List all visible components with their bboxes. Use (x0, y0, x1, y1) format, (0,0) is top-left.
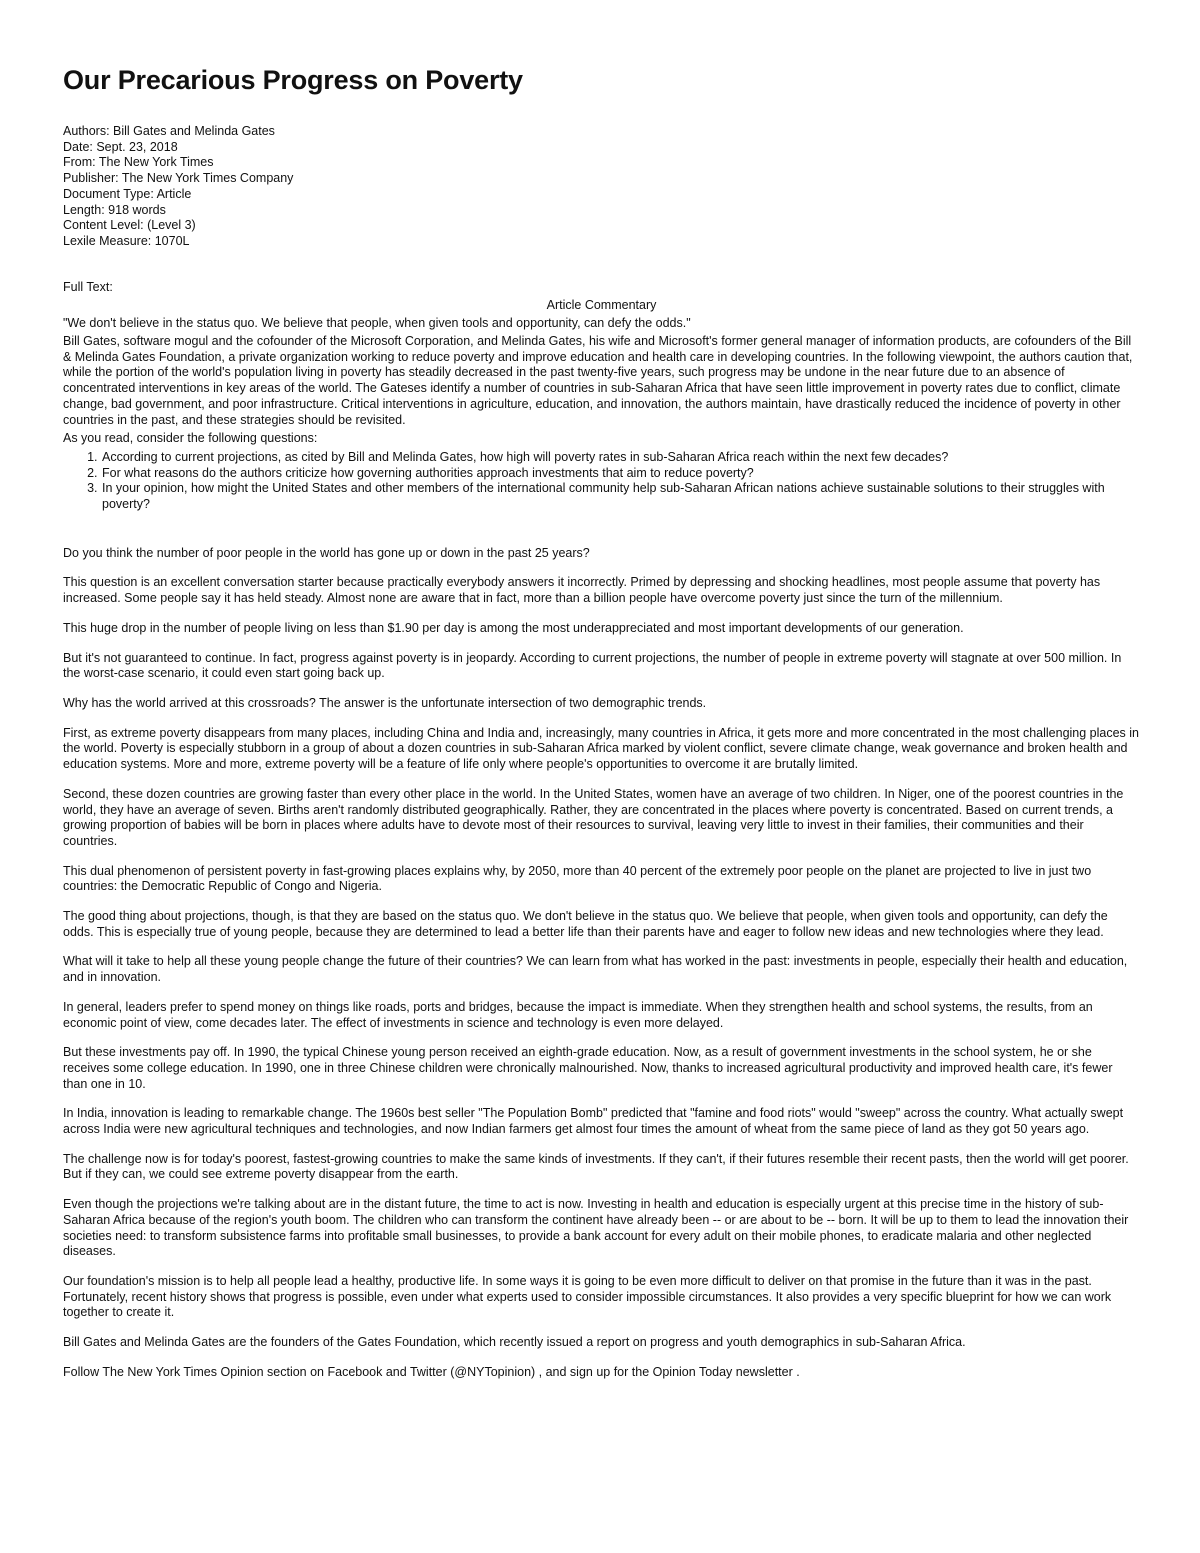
body-paragraph: Our foundation's mission is to help all people lead a healthy, productive life. In some ways it is going to be even more difficult to deliver on that promise in the future than it was in the past. Fortunately, recent history shows that progress is possible, even under what experts used to consider impossible circumstances. It also provides a very specific blueprint for how we can work together to create it. (63, 1273, 1112, 1320)
body-paragraph: Do you think the number of poor people in the world has gone up or down in the past 25 years? (63, 545, 590, 560)
body-paragraph: In India, innovation is leading to remarkable change. The 1960s best seller "The Population Bomb" predicted that "famine and food riots" would "sweep" across the country. What actually swept across India were new agricultural techniques and technologies, and now Indian farmers get almost four times the amount of wheat from the same piece of land as they got 50 years ago. (63, 1106, 1124, 1137)
meta-content-level: Content Level: (Level 3) (63, 218, 196, 233)
meta-authors: Authors: Bill Gates and Melinda Gates (63, 124, 275, 138)
commentary-title: Article Commentary (546, 298, 657, 313)
question-item: 1. According to current projections, as cited by Bill and Melinda Gates, how high will poverty rates in sub-Saharan Africa reach within the next few decades? (101, 450, 1140, 466)
body-paragraph: Why has the world arrived at this crossroads? The answer is the unfortunate intersection of two demographic trends. (63, 695, 707, 710)
follow-paragraph: Follow The New York Times Opinion section on Facebook and Twitter (@NYTopinion) , and sign up for the Opinion Today newsletter . (63, 1364, 800, 1379)
meta-source: From: The New York Times (63, 155, 214, 170)
commentary-intro: Bill Gates, software mogul and the cofounder of the Microsoft Corporation, and Melinda Gates, his wife and Microsoft's former general manager of information products, are cofounders of the Bill & Melinda Gates Foundation, a private organization working to reduce poverty and improve education and health care in developing countries. In the following viewpoint, the authors caution that, while the portion of the world's population living in poverty has steadily decreased in the past twenty-five years, such progress may be undone in the near future due to an absence of concentrated interventions in key areas of the world. The Gateses identify a number of countries in sub-Saharan Africa that have seen little improvement in poverty rates due to conflict, climate change, bad government, and poor infrastructure. Critical interventions in agriculture, education, and innovation, the authors maintain, have drastically reduced the incidence of poverty in other countries in the past, and these strategies should be revisited. (63, 334, 1133, 427)
meta-lexile: Lexile Measure: 1070L (63, 233, 190, 248)
author-bio-paragraph: Bill Gates and Melinda Gates are the founders of the Gates Foundation, which recently issued a report on progress and youth demographics in sub-Saharan Africa. (63, 1335, 966, 1350)
question-item: 2. For what reasons do the authors criticize how governing authorities approach investments that aim to reduce poverty? (101, 466, 1140, 482)
meta-length: Length: 918 words (63, 202, 166, 217)
body-paragraph: This dual phenomenon of persistent poverty in fast-growing places explains why, by 2050, more than 40 percent of the extremely poor people on the planet are projected to live in just two countries: the Democratic Republic of Congo and Nigeria. (63, 863, 1092, 894)
body-paragraph: But it's not guaranteed to continue. In fact, progress against poverty is in jeopardy. According to current projections, the number of people in extreme poverty will stagnate at over 500 million. In the worst-case scenario, it could even start going back up. (63, 650, 1122, 681)
body-paragraph: This question is an excellent conversation starter because practically everybody answers it incorrectly. Primed by depressing and shocking headlines, most people assume that poverty has increased. Some people say it has held steady. Almost none are aware that in fact, more than a billion people have overcome poverty just since the turn of the millennium. (63, 575, 1101, 606)
body-paragraph: The good thing about projections, though, is that they are based on the status quo. We don't believe in the status quo. We believe that people, when given tools and opportunity, can defy the odds. This is especially true of young people, because they are determined to lead a better life than their parents have and eager to follow new ideas and new technologies where they lead. (63, 909, 1108, 939)
questions-list (63, 450, 1140, 513)
full-text-label: Full Text: (63, 279, 113, 294)
body-paragraph: What will it take to help all these young people change the future of their countries? We can learn from what has worked in the past: investments in people, especially their health and education, and in innovation. (63, 954, 1128, 985)
body-paragraph: The challenge now is for today's poorest, fastest-growing countries to make the same kinds of investments. If they can't, if their futures resemble their recent pasts, then the world will get poorer. But if they can, we could see extreme poverty disappear from the earth. (63, 1151, 1129, 1182)
body-paragraph: This huge drop in the number of people living on less than $1.90 per day is among the most underappreciated and most important developments of our generation. (63, 620, 964, 635)
question-item: 3. In your opinion, how might the United States and other members of the international community help sub-Saharan African nations achieve sustainable solutions to their struggles with poverty? (101, 481, 1140, 512)
article-title: Our Precarious Progress on Poverty (63, 65, 523, 95)
body-paragraph: In general, leaders prefer to spend money on things like roads, ports and bridges, because the impact is immediate. When they strengthen health and school systems, the results, from an economic point of view, come decades later. The effect of investments in science and technology is even more delayed. (63, 999, 1093, 1030)
article-metadata (63, 124, 1140, 250)
commentary-quote: "We don't believe in the status quo. We believe that people, when given tools and opportunity, can defy the odds." (63, 316, 691, 331)
questions-lead: As you read, consider the following questions: (63, 431, 318, 446)
body-paragraph: Even though the projections we're talking about are in the distant future, the time to act is now. Investing in health and education is especially urgent at this precise time in the history of sub-Saharan Africa because of the region's youth boom. The children who can transform the continent have already been -- or are about to be -- born. It will be up to them to lead the innovation their societies need: to transform subsistence farms into profitable small businesses, to provide a bank account for every adult on their mobile phones, to eradicate malaria and other neglected diseases. (63, 1197, 1129, 1259)
body-paragraph: But these investments pay off. In 1990, the typical Chinese young person received an eighth-grade education. Now, as a result of government investments in the school system, he or she receives some college education. In 1990, one in three Chinese children were chronically malnourished. Now, thanks to increased agricultural productivity and improved health care, it's fewer than one in 10. (63, 1045, 1113, 1091)
body-paragraph: Second, these dozen countries are growing faster than every other place in the world. In the United States, women have an average of two children. In Niger, one of the poorest countries in the world, they have an average of seven. Births aren't randomly distributed geographically. Rather, they are concentrated in the places where poverty is concentrated. Based on current trends, a growing proportion of babies will be born in places where adults have to devote most of their resources to survival, leaving very little to invest in their families, their communities and their countries. (63, 786, 1124, 848)
body-paragraph: First, as extreme poverty disappears from many places, including China and India and, increasingly, many countries in Africa, it gets more and more concentrated in the most challenging places in the world. Poverty is especially stubborn in a group of about a dozen countries in sub-Saharan Africa marked by violent conflict, severe climate change, weak governance and broken health and education systems. More and more, extreme poverty will be a feature of life only where people's opportunities to overcome it are brutally limited. (63, 725, 1140, 772)
article-body (63, 546, 1140, 1381)
meta-date: Date: Sept. 23, 2018 (63, 139, 178, 154)
meta-document-type: Document Type: Article (63, 186, 192, 201)
meta-publisher: Publisher: The New York Times Company (63, 171, 294, 186)
document-page (63, 60, 1140, 1394)
